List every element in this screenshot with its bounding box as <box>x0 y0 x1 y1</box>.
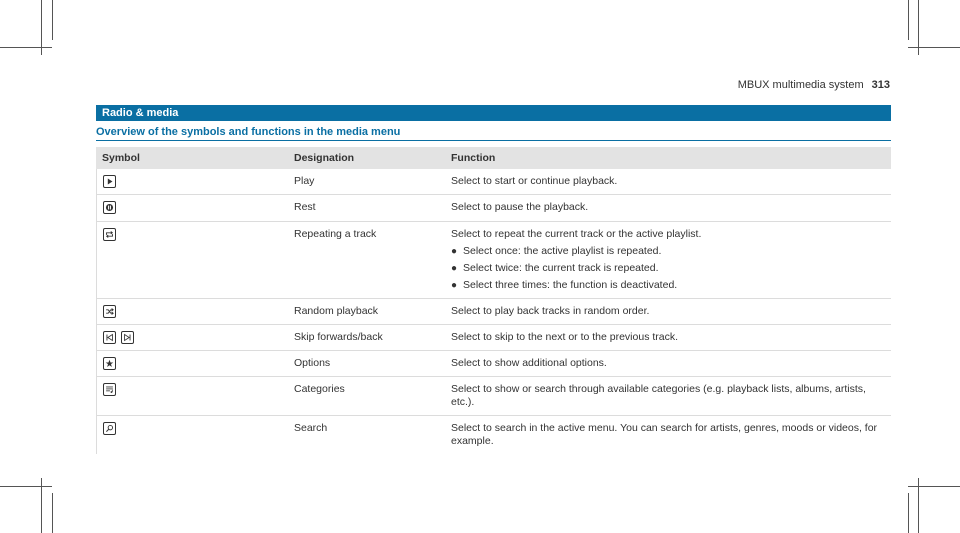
pause-icon <box>103 201 116 214</box>
table-row <box>96 299 891 325</box>
table-header <box>96 147 891 169</box>
table-row <box>96 222 891 299</box>
search-icon <box>103 422 116 435</box>
function-cell: Select to start or continue playback. <box>451 175 618 187</box>
bullet-icon: ● <box>451 262 458 274</box>
designation-cell: Search <box>294 422 328 435</box>
function-cell: Select to play back tracks in random order. <box>451 304 650 317</box>
table-row <box>96 377 891 416</box>
col-header-function: Function <box>451 152 496 164</box>
bullet-icon: ● <box>451 279 458 291</box>
table-row <box>96 416 891 454</box>
function-cell: Select to show additional options. <box>451 357 607 370</box>
col-header-designation: Designation <box>294 152 355 164</box>
list-item: ● Select twice: the current track is repeated. <box>451 261 659 274</box>
symbols-table <box>96 147 891 454</box>
table-row <box>96 351 891 377</box>
crop-mark <box>0 47 52 48</box>
crop-mark <box>41 478 42 533</box>
shuffle-icon <box>103 305 116 318</box>
crop-mark <box>908 486 960 487</box>
crop-mark <box>908 493 909 533</box>
col-header-symbol: Symbol <box>102 152 140 164</box>
page-subtitle: Overview of the symbols and functions in the media menu <box>96 126 401 138</box>
symbol-cell <box>96 325 293 350</box>
crop-mark <box>908 0 909 40</box>
symbol-cell <box>96 195 293 220</box>
crop-mark <box>908 47 960 48</box>
categories-icon <box>103 383 116 396</box>
crop-mark <box>52 0 53 40</box>
symbol-cell <box>96 169 293 194</box>
page-number: 313 <box>871 79 890 91</box>
table-row <box>96 195 891 221</box>
subtitle-rule <box>96 140 891 141</box>
crop-mark <box>41 0 42 55</box>
function-cell <box>450 222 891 298</box>
crop-mark <box>918 0 919 55</box>
crop-mark <box>918 478 919 533</box>
designation-cell: Play <box>294 175 315 187</box>
function-cell: Select to pause the playback. <box>451 201 589 214</box>
skip-forward-icon <box>121 331 134 344</box>
symbol-cell <box>96 222 293 298</box>
function-cell: Select to show or search through available categories (e.g. playback lists, albums, artists, etc.). <box>451 383 866 409</box>
symbol-cell <box>96 377 293 415</box>
symbol-cell <box>96 351 293 376</box>
symbol-cell <box>96 416 293 454</box>
designation-cell: Random playback <box>294 304 379 317</box>
function-cell: Select to skip to the next or to the previous track. <box>451 330 679 343</box>
designation-cell: Rest <box>294 201 316 214</box>
play-icon <box>103 175 116 188</box>
bullet-icon: ● <box>451 245 458 257</box>
skip-back-icon <box>103 331 116 344</box>
designation-cell: Skip forwards/back <box>294 330 383 343</box>
page-header <box>738 79 890 91</box>
list-item: ● Select three times: the function is deactivated. <box>451 278 678 291</box>
designation-cell: Repeating a track <box>294 227 377 240</box>
designation-cell: Categories <box>294 383 345 396</box>
star-icon <box>103 357 116 370</box>
symbol-cell <box>96 299 293 324</box>
table-row <box>96 325 891 351</box>
list-item: ● Select once: the active playlist is repeated. <box>451 244 662 257</box>
repeat-icon <box>103 228 116 241</box>
table-row <box>96 169 891 195</box>
section-title: Radio & media <box>96 105 891 121</box>
designation-cell: Options <box>294 357 331 370</box>
crop-mark <box>0 486 52 487</box>
function-text: Select to repeat the current track or the active playlist. <box>451 227 702 240</box>
crop-mark <box>52 493 53 533</box>
header-title: MBUX multimedia system <box>737 79 864 91</box>
function-cell: Select to search in the active menu. You can search for artists, genres, moods or videos, for example. <box>451 422 878 448</box>
